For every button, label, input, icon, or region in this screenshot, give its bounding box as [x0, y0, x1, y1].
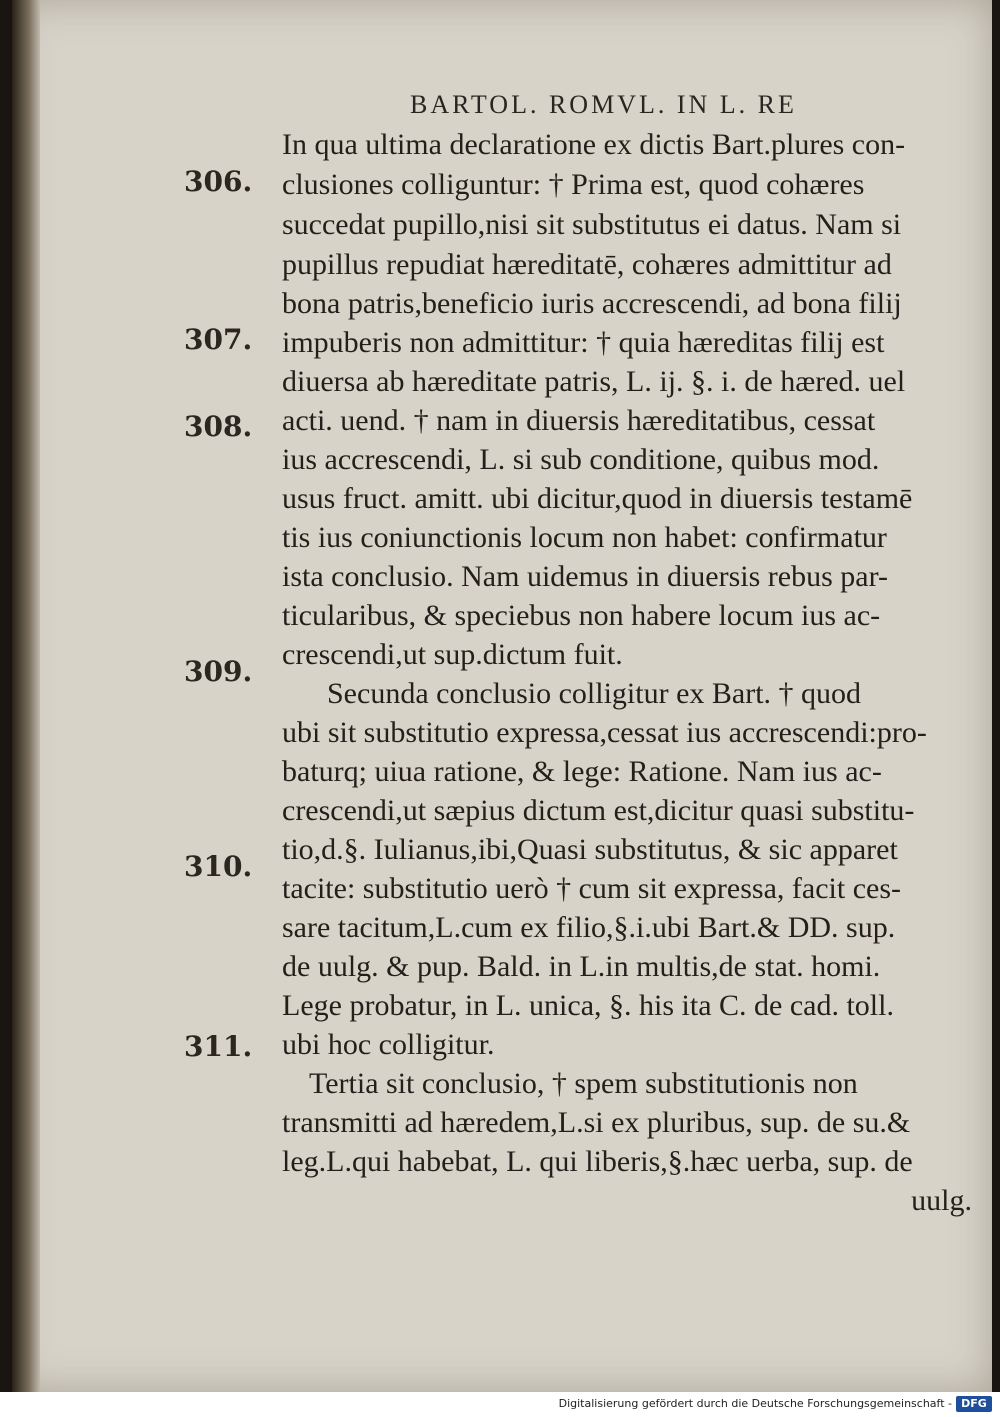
text-line: uulg.: [911, 1184, 972, 1217]
text-line: ius accrescendi, L. si sub conditione, quibus mod.: [282, 443, 880, 476]
text-line: ubi sit substitutio expressa,cessat ius accrescendi:pro-: [282, 716, 927, 749]
margin-number: 309.: [184, 655, 253, 688]
text-line: tis ius coniunctionis locum non habet: confirmatur: [282, 521, 887, 554]
margin-number: 311.: [184, 1030, 253, 1063]
text-line: ticularibus, & speciebus non habere locum ius ac-: [282, 599, 881, 632]
text-line: succedat pupillo,nisi sit substitutus ei datus. Nam si: [282, 208, 902, 241]
text-line: impuberis non admittitur: † quia hæreditas filij est: [282, 326, 885, 359]
book-page: [12, 0, 992, 1392]
text-line: usus fruct. amitt. ubi dicitur,quod in diuersis testamē: [282, 482, 913, 515]
text-line: acti. uend. † nam in diuersis hæreditatibus, cessat: [282, 404, 876, 437]
text-line: tacite: substitutio uerò † cum sit expressa, facit ces-: [282, 872, 901, 905]
margin-number: 308.: [184, 410, 253, 443]
text-line: diuersa ab hæreditate patris, L. ij. §. i. de hæred. uel: [282, 365, 906, 398]
text-line: ubi hoc colligitur.: [282, 1028, 495, 1061]
text-line: pupillus repudiat hæreditatē, cohæres admittitur ad: [282, 248, 892, 281]
text-line: Secunda conclusio colligitur ex Bart. † quod: [327, 677, 862, 710]
text-line: tio,d.§. Iulianus,ibi,Quasi substitutus, & sic apparet: [282, 833, 898, 866]
footer-credit: Digitalisierung gefördert durch die Deutsche Forschungsgemeinschaft -: [558, 1397, 952, 1410]
text-line: clusiones colliguntur: † Prima est, quod cohæres: [282, 168, 865, 201]
digitization-footer: [0, 1392, 1000, 1417]
text-line: sare tacitum,L.cum ex filio,§.i.ubi Bart.& DD. sup.: [282, 911, 896, 944]
text-line: In qua ultima declaratione ex dictis Bart.plures con-: [282, 128, 906, 161]
dfg-logo-icon: DFG: [956, 1396, 992, 1412]
margin-number: 306.: [184, 165, 253, 198]
text-line: ista conclusio. Nam uidemus in diuersis rebus par-: [282, 560, 888, 593]
text-line: crescendi,ut sæpius dictum est,dicitur quasi substitu-: [282, 794, 915, 827]
text-line: de uulg. & pup. Bald. in L.in multis,de stat. homi.: [282, 950, 881, 983]
page-gutter: [12, 0, 40, 1392]
text-line: leg.L.qui habebat, L. qui liberis,§.hæc uerba, sup. de: [282, 1145, 913, 1178]
text-line: baturq; uiua ratione, & lege: Ratione. Nam ius ac-: [282, 755, 882, 788]
margin-number: 307.: [184, 323, 253, 356]
margin-number: 310.: [184, 850, 253, 883]
text-line: transmitti ad hæredem,L.si ex pluribus, sup. de su.&: [282, 1106, 911, 1139]
text-line: Tertia sit conclusio, † spem substitutionis non: [309, 1067, 858, 1100]
text-line: Lege probatur, in L. unica, §. his ita C. de cad. toll.: [282, 989, 894, 1022]
text-line: crescendi,ut sup.dictum fuit.: [282, 638, 623, 671]
running-head: BARTOL. ROMVL. IN L. RE: [410, 90, 797, 119]
text-line: bona patris,beneficio iuris accrescendi, ad bona filij: [282, 287, 902, 320]
